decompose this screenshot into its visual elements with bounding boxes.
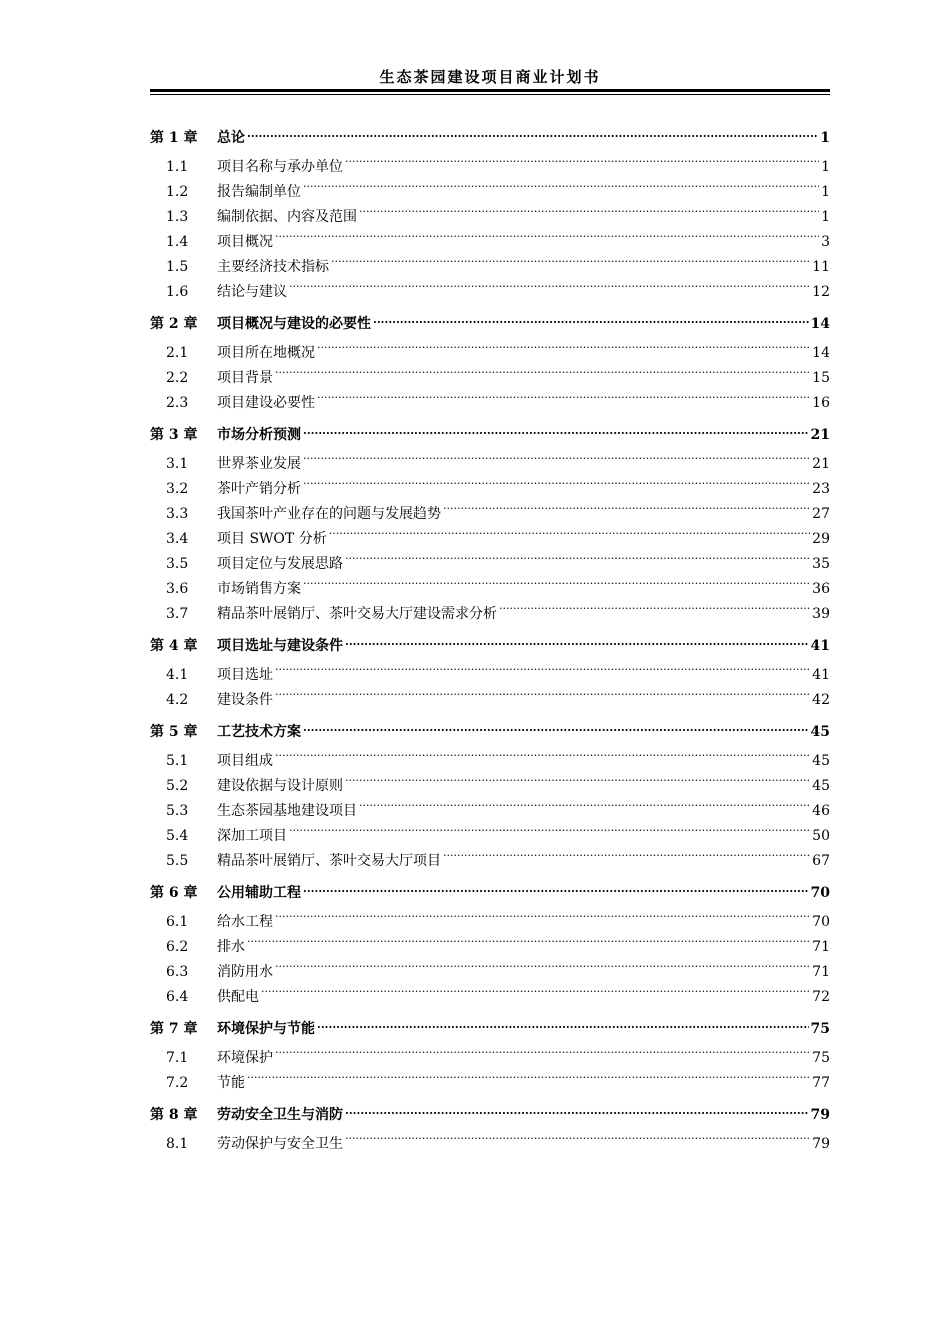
toc-section-entry[interactable] [150, 602, 830, 627]
toc-entry-title: 环境保护 [217, 1050, 273, 1066]
toc-section-entry[interactable] [150, 688, 830, 713]
toc-entry-number: 6.2 [166, 939, 189, 955]
toc-dot-leader [443, 851, 810, 865]
toc-dot-leader [499, 604, 810, 618]
toc-entry-number: 4.2 [166, 692, 189, 708]
toc-entry-title: 工艺技术方案 [217, 724, 301, 740]
toc-section-entry[interactable] [150, 960, 830, 985]
toc-entry-title: 精品茶叶展销厅、茶叶交易大厅项目 [217, 853, 441, 869]
toc-entry-number: 1.4 [166, 234, 189, 250]
toc-entry-number: 6.3 [166, 964, 189, 980]
toc-section-entry[interactable] [150, 527, 830, 552]
toc-dot-leader [331, 257, 810, 271]
toc-entry-number: 7.2 [166, 1075, 189, 1091]
toc-page-number: 41 [810, 638, 830, 654]
toc-entry-number: 2.1 [166, 345, 189, 361]
toc-dot-leader [247, 1073, 810, 1087]
toc-section-entry[interactable] [150, 774, 830, 799]
toc-page-number: 41 [812, 667, 830, 683]
toc-entry-number: 第 6 章 [150, 885, 198, 901]
toc-dot-leader [329, 529, 810, 543]
toc-dot-leader [317, 1019, 809, 1033]
toc-entry-title: 项目建设必要性 [217, 395, 315, 411]
toc-dot-leader [345, 554, 810, 568]
toc-page-number: 27 [812, 506, 830, 522]
toc-entry-title: 编制依据、内容及范围 [217, 209, 357, 225]
toc-entry-title: 茶叶产销分析 [217, 481, 301, 497]
toc-entry-number: 1.1 [166, 159, 189, 175]
toc-entry-title: 市场分析预测 [217, 427, 301, 443]
toc-entry-title: 项目定位与发展思路 [217, 556, 343, 572]
toc-entry-title: 我国茶叶产业存在的问题与发展趋势 [217, 506, 441, 522]
toc-page-number: 21 [812, 456, 830, 472]
toc-page-number: 15 [812, 370, 830, 386]
toc-entry-title: 项目选址 [217, 667, 273, 683]
toc-entry-title: 项目选址与建设条件 [217, 638, 343, 654]
toc-dot-leader [303, 722, 809, 736]
toc-dot-leader [275, 690, 810, 704]
toc-entry-number: 8.1 [166, 1136, 189, 1152]
toc-entry-title: 劳动保护与安全卫生 [217, 1136, 343, 1152]
toc-entry-number: 3.6 [166, 581, 189, 597]
toc-entry-number: 4.1 [166, 667, 189, 683]
toc-dot-leader [303, 883, 809, 897]
toc-section-entry[interactable] [150, 749, 830, 774]
toc-page-number: 14 [810, 316, 830, 332]
toc-dot-leader [345, 776, 810, 790]
toc-dot-leader [373, 314, 809, 328]
header-rule-thin [150, 94, 830, 95]
toc-entry-title: 结论与建议 [217, 284, 287, 300]
toc-page-number: 46 [812, 803, 830, 819]
toc-page-number: 29 [812, 531, 830, 547]
toc-page-number: 39 [812, 606, 830, 622]
toc-entry-number: 第 3 章 [150, 427, 198, 443]
toc-page-number: 11 [812, 259, 830, 275]
toc-dot-leader [303, 579, 810, 593]
toc-dot-leader [345, 1105, 809, 1119]
toc-page-number: 21 [810, 427, 830, 443]
toc-entry-number: 1.5 [166, 259, 189, 275]
toc-entry-number: 3.7 [166, 606, 189, 622]
toc-page-number: 1 [821, 159, 830, 175]
toc-entry-number: 3.3 [166, 506, 189, 522]
toc-entry-number: 第 8 章 [150, 1107, 198, 1123]
toc-page-number: 70 [812, 914, 830, 930]
toc-entry-title: 项目 SWOT 分析 [217, 531, 327, 547]
toc-section-entry[interactable] [150, 799, 830, 824]
toc-entry-number: 3.1 [166, 456, 189, 472]
toc-entry-title: 给水工程 [217, 914, 273, 930]
toc-page-number: 3 [821, 234, 830, 250]
toc-page-number: 1 [821, 209, 830, 225]
toc-section-entry[interactable] [150, 477, 830, 502]
toc-page-number: 35 [812, 556, 830, 572]
toc-entry-number: 5.5 [166, 853, 189, 869]
running-header-title: 生态茶园建设项目商业计划书 [379, 68, 601, 86]
toc-entry-title: 主要经济技术指标 [217, 259, 329, 275]
toc-chapter-entry[interactable] [150, 636, 830, 654]
toc-page-number: 45 [812, 778, 830, 794]
toc-section-entry[interactable] [150, 391, 830, 416]
toc-chapter-entry[interactable] [150, 128, 830, 146]
toc-section-entry[interactable] [150, 452, 830, 477]
toc-entry-title: 世界茶业发展 [217, 456, 301, 472]
toc-dot-leader [303, 182, 819, 196]
toc-page-number: 79 [812, 1136, 830, 1152]
toc-section-entry[interactable] [150, 935, 830, 960]
toc-entry-title: 环境保护与节能 [217, 1021, 315, 1037]
toc-section-entry[interactable] [150, 1132, 830, 1157]
toc-page-number: 75 [812, 1050, 830, 1066]
toc-entry-title: 报告编制单位 [217, 184, 301, 200]
toc-page-number: 45 [810, 724, 830, 740]
toc-page-number: 1 [821, 184, 830, 200]
toc-entry-title: 消防用水 [217, 964, 273, 980]
toc-section-entry[interactable] [150, 1046, 830, 1071]
toc-page-number: 79 [810, 1107, 830, 1123]
toc-chapter-entry[interactable] [150, 883, 830, 901]
toc-section-entry[interactable] [150, 910, 830, 935]
toc-entry-title: 生态茶园基地建设项目 [217, 803, 357, 819]
toc-dot-leader [317, 393, 810, 407]
toc-entry-title: 精品茶叶展销厅、茶叶交易大厅建设需求分析 [217, 606, 497, 622]
toc-entry-number: 1.3 [166, 209, 189, 225]
toc-section-entry[interactable] [150, 205, 830, 230]
toc-dot-leader [303, 454, 810, 468]
toc-entry-title: 项目概况与建设的必要性 [217, 316, 371, 332]
toc-entry-title: 供配电 [217, 989, 259, 1005]
toc-section-entry[interactable] [150, 230, 830, 255]
toc-section-entry[interactable] [150, 366, 830, 391]
toc-dot-leader [261, 987, 810, 1001]
toc-dot-leader [303, 479, 810, 493]
toc-entry-number: 第 4 章 [150, 638, 198, 654]
toc-dot-leader [359, 207, 819, 221]
toc-dot-leader [275, 751, 810, 765]
toc-section-entry[interactable] [150, 280, 830, 305]
toc-entry-number: 3.5 [166, 556, 189, 572]
toc-page-number: 72 [812, 989, 830, 1005]
toc-entry-title: 项目所在地概况 [217, 345, 315, 361]
toc-dot-leader [289, 826, 810, 840]
toc-dot-leader [359, 801, 810, 815]
toc-section-entry[interactable] [150, 824, 830, 849]
toc-page-number: 16 [812, 395, 830, 411]
toc-section-entry[interactable] [150, 155, 830, 180]
toc-entry-title: 项目名称与承办单位 [217, 159, 343, 175]
toc-dot-leader [443, 504, 810, 518]
toc-page-number: 67 [812, 853, 830, 869]
toc-section-entry[interactable] [150, 577, 830, 602]
toc-entry-number: 5.4 [166, 828, 189, 844]
toc-section-entry[interactable] [150, 552, 830, 577]
toc-dot-leader [275, 962, 810, 976]
toc-entry-number: 第 5 章 [150, 724, 198, 740]
toc-page-number: 70 [810, 885, 830, 901]
toc-entry-number: 6.4 [166, 989, 189, 1005]
toc-entry-number: 5.2 [166, 778, 189, 794]
toc-section-entry[interactable] [150, 849, 830, 874]
toc-page-number: 42 [812, 692, 830, 708]
toc-page-number: 12 [812, 284, 830, 300]
toc-section-entry[interactable] [150, 341, 830, 366]
toc-page-number: 23 [812, 481, 830, 497]
toc-chapter-entry[interactable] [150, 722, 830, 740]
toc-entry-number: 7.1 [166, 1050, 189, 1066]
toc-entry-number: 5.1 [166, 753, 189, 769]
toc-section-entry[interactable] [150, 255, 830, 280]
toc-entry-title: 总论 [217, 130, 245, 146]
toc-chapter-entry[interactable] [150, 1019, 830, 1037]
toc-entry-number: 第 2 章 [150, 316, 198, 332]
toc-entry-number: 3.4 [166, 531, 189, 547]
toc-entry-title: 劳动安全卫生与消防 [217, 1107, 343, 1123]
toc-page-number: 50 [812, 828, 830, 844]
toc-dot-leader [303, 425, 809, 439]
header-rule-thick [150, 89, 830, 92]
toc-entry-number: 2.3 [166, 395, 189, 411]
toc-entry-title: 节能 [217, 1075, 245, 1091]
toc-dot-leader [275, 665, 810, 679]
toc-section-entry[interactable] [150, 1071, 830, 1096]
toc-entry-number: 第 7 章 [150, 1021, 198, 1037]
toc-dot-leader [247, 937, 810, 951]
toc-entry-title: 项目背景 [217, 370, 273, 386]
toc-entry-title: 深加工项目 [217, 828, 287, 844]
toc-entry-title: 项目组成 [217, 753, 273, 769]
toc-entry-number: 3.2 [166, 481, 189, 497]
toc-entry-number: 1.6 [166, 284, 189, 300]
toc-entry-title: 公用辅助工程 [217, 885, 301, 901]
table-of-contents [150, 122, 830, 1157]
toc-dot-leader [275, 912, 810, 926]
toc-chapter-entry[interactable] [150, 1105, 830, 1123]
toc-dot-leader [275, 368, 810, 382]
toc-page-number: 75 [810, 1021, 830, 1037]
toc-page-number: 36 [812, 581, 830, 597]
toc-page-number: 71 [812, 939, 830, 955]
toc-page-number: 1 [820, 130, 830, 146]
toc-page-number: 45 [812, 753, 830, 769]
toc-chapter-entry[interactable] [150, 314, 830, 332]
toc-section-entry[interactable] [150, 985, 830, 1010]
toc-dot-leader [275, 1048, 810, 1062]
toc-page-number: 77 [812, 1075, 830, 1091]
toc-entry-title: 市场销售方案 [217, 581, 301, 597]
toc-entry-title: 建设条件 [217, 692, 273, 708]
toc-dot-leader [317, 343, 810, 357]
toc-entry-number: 2.2 [166, 370, 189, 386]
toc-section-entry[interactable] [150, 663, 830, 688]
toc-entry-number: 5.3 [166, 803, 189, 819]
toc-dot-leader [345, 636, 809, 650]
toc-entry-number: 6.1 [166, 914, 189, 930]
toc-dot-leader [345, 1134, 810, 1148]
toc-entry-number: 1.2 [166, 184, 189, 200]
toc-dot-leader [247, 128, 818, 142]
toc-dot-leader [289, 282, 810, 296]
toc-section-entry[interactable] [150, 502, 830, 527]
toc-page-number: 71 [812, 964, 830, 980]
toc-dot-leader [275, 232, 819, 246]
toc-entry-title: 项目概况 [217, 234, 273, 250]
toc-section-entry[interactable] [150, 180, 830, 205]
toc-entry-title: 排水 [217, 939, 245, 955]
toc-chapter-entry[interactable] [150, 425, 830, 443]
toc-entry-number: 第 1 章 [150, 130, 198, 146]
toc-entry-title: 建设依据与设计原则 [217, 778, 343, 794]
toc-dot-leader [345, 157, 819, 171]
toc-page-number: 14 [812, 345, 830, 361]
